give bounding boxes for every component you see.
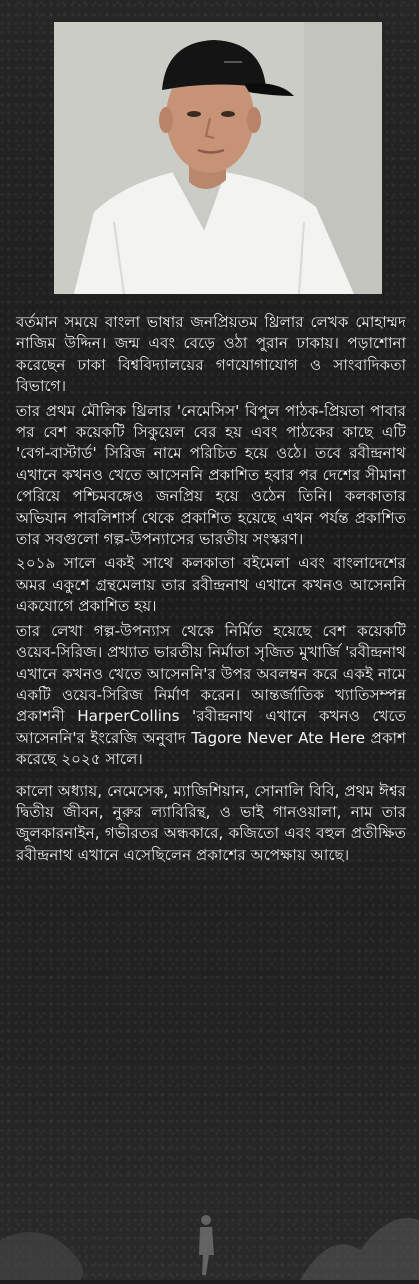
- author-bio: [16, 312, 406, 869]
- walking-figure-icon: [199, 1215, 214, 1275]
- bio-paragraph: তার লেখা গল্প-উপন্যাস থেকে নির্মিত হয়েছে বেশ কয়েকটি ওয়েব-সিরিজ। প্রখ্যাত ভারতীয় নির্মাতা সৃজিত মুখার্জি 'রবীন্দ্রনাথ এখানে কখনও খেতে আসেননি'র উপর অবলম্বন করে একই নামে একটি ওয়েব-সিরিজ নির্মাণ করেন। আন্তর্জাতিক খ্যাতিসম্পন্ন প্রকাশনী HarperCollins 'রবীন্দ্রনাথ এখানে কখনও খেতে আসেননি'র ইংরেজি অনুবাদ Tagore Never Ate Here প্রকাশ করেছে ২০২৫ সালে।: [16, 621, 406, 769]
- flap-bottom-artwork: [0, 1180, 419, 1280]
- author-portrait-illustration: [54, 22, 382, 294]
- bio-paragraph: তার প্রথম মৌলিক থ্রিলার 'নেমেসিস' বিপুল পাঠক-প্রিয়তা পাবার পর বেশ কয়েকটি সিকুয়েল বের হয় এবং পাঠকের কাছে এটি 'বেগ-বাস্টার্ড' সিরিজ নামে পরিচিত হয়ে ওঠে। তবে রবীন্দ্রনাথ এখানে কখনও খেতে আসেননি প্রকাশিত হবার পর দেশের সীমানা পেরিয়ে পশ্চিমবঙ্গেও জনপ্রিয় হয়ে ওঠেন তিনি। কলকাতার অভিযান পাবলিশার্স থেকে প্রকাশিত হয়েছে এখন পর্যন্ত প্রকাশিত তার সবগুলো গল্প-উপন্যাসের ভারতীয় সংস্করণ।: [16, 401, 406, 549]
- bio-paragraph: বর্তমান সময়ে বাংলা ভাষার জনপ্রিয়তম থ্রিলার লেখক মোহাম্মদ নাজিম উদ্দিন। জন্ম এবং বেড়ে ওঠা পুরান ঢাকায়। পড়াশোনা করেছেন ঢাকা বিশ্ববিদ্যালয়ের গণযোগাযোগ ও সাংবাদিকতা বিভাগে।: [16, 313, 406, 396]
- bio-paragraph: কালো অধ্যায়, নেমেসেক, ম্যাজিশিয়ান, সোনালি বিবি, প্রথম ঈশ্বর দ্বিতীয় জীবন, নুরুর ল্যাবিরিন্থ, ও ভাই গানওয়ালা, নাম তার জুলকারনাইন, গভীরতর অন্ধকারে, কজিতো এবং বহুল প্রতীক্ষিত রবীন্দ্রনাথ এখানে এসেছিলেন প্রকাশের অপেক্ষায় আছে।: [16, 781, 406, 864]
- bio-paragraph: ২০১৯ সালে একই সাথে কলকাতা বইমেলা এবং বাংলাদেশের অমর একুশে গ্রন্থমেলায় তার রবীন্দ্রনাথ এখানে কখনও আসেননি একযোগে প্রকাশিত হয়।: [16, 554, 406, 616]
- silhouette-artwork: [0, 1180, 419, 1280]
- author-photo: [54, 22, 382, 294]
